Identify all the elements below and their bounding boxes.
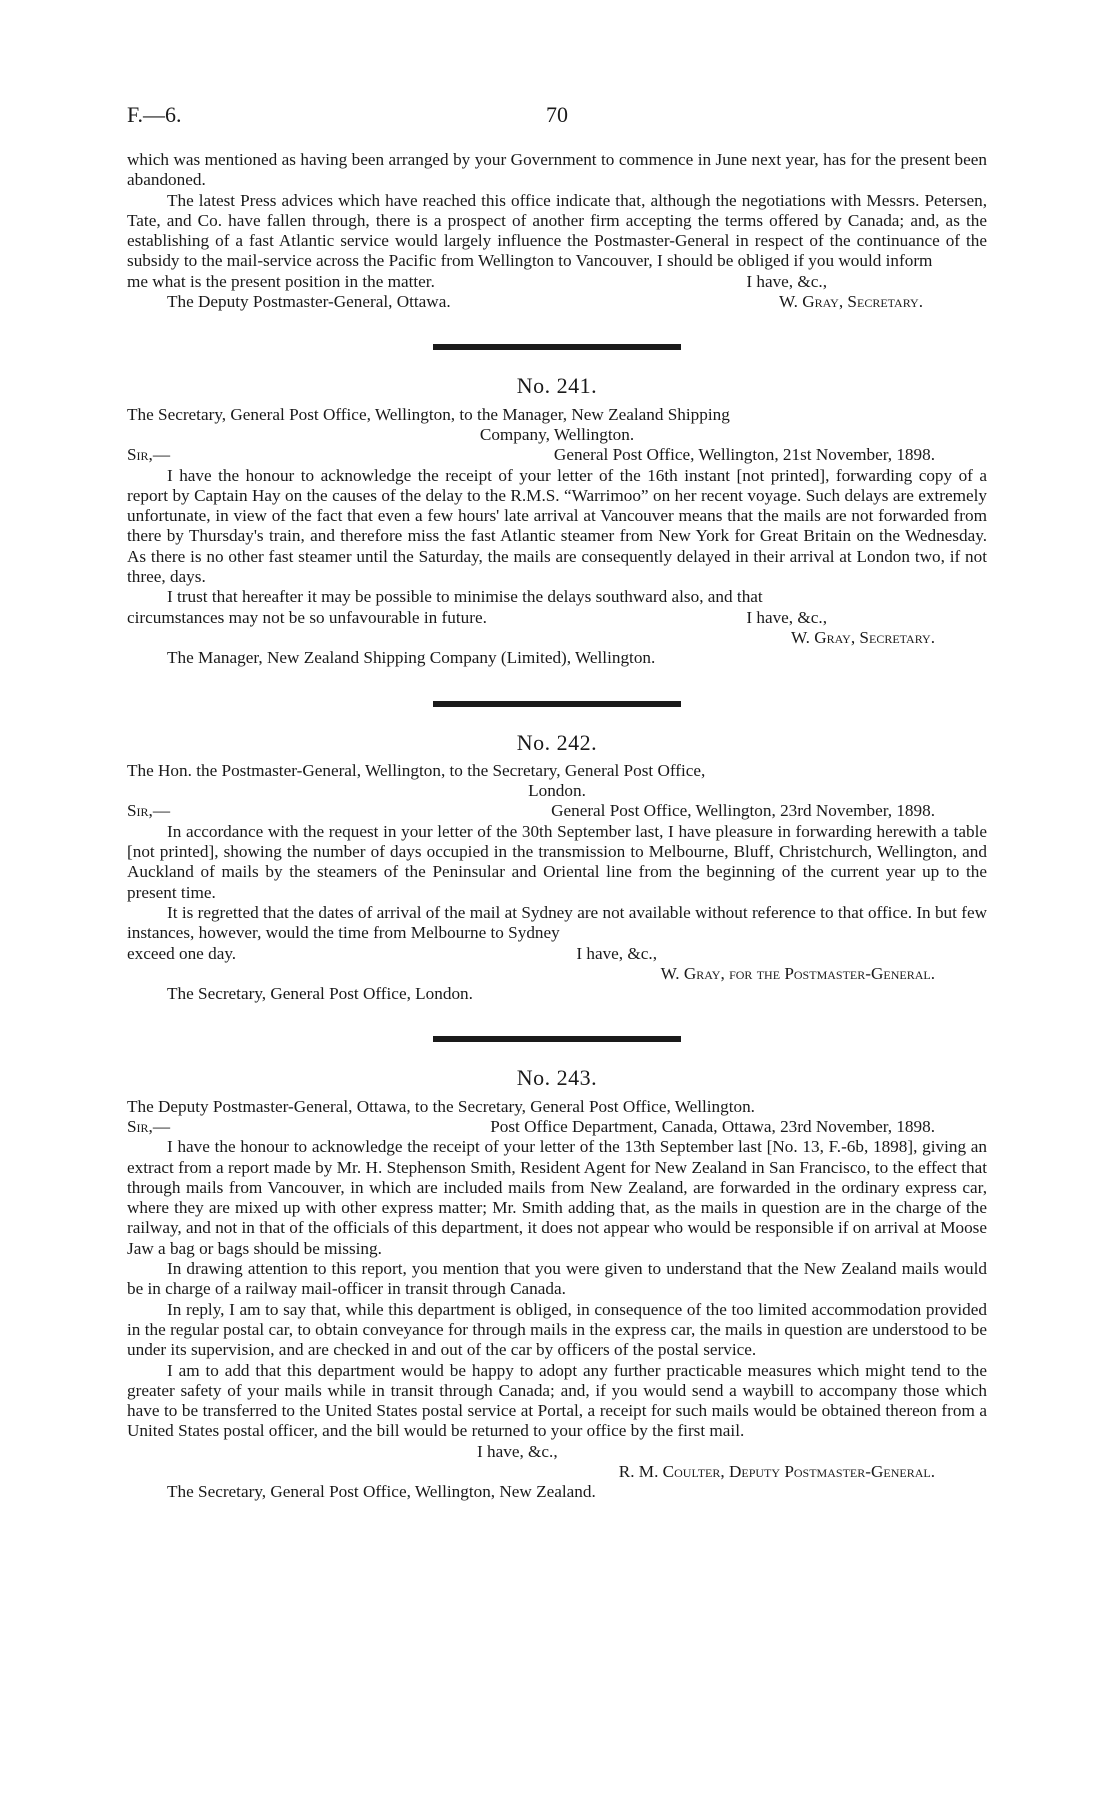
addressee: The Secretary, General Post Office, London. (167, 984, 473, 1004)
addressee: The Secretary, General Post Office, Wellington, New Zealand. (167, 1482, 596, 1502)
letter-heading: The Hon. the Postmaster-General, Wellington, to the Secretary, General Post Office, (127, 760, 706, 780)
salutation: Sir,— (127, 445, 171, 465)
paragraph-end: me what is the present position in the matter. (127, 271, 435, 291)
paragraph: I trust that hereafter it may be possible to minimise the delays southward also, and that (167, 587, 763, 607)
paragraph-end: circumstances may not be so unfavourable in future. (127, 607, 487, 627)
intro-section (127, 150, 987, 312)
paragraph: I have the honour to acknowledge the receipt of your letter of the 16th instant [not printed], forwarding copy of a report by Captain Hay on the causes of the delay to the R.M.S. “Warrimoo” on her recent voyage. Such delays are extremely unfortunate, in view of the fact that even a few hours' late arrival at Vancouver means that the mails are not forwarded from there by Thursday's train, and therefore miss the fast Atlantic steamer from New York for Great Britain on the Wednesday. As there is no other fast steamer until the Saturday, the mails are consequently delayed in their arrival at London two, if not three, days. (127, 465, 987, 587)
letter-heading-cont: London. (528, 781, 586, 801)
paragraph: It is regretted that the dates of arrival of the mail at Sydney are not available without reference to that office. In but few instances, however, would the time from Melbourne to Sydney (127, 902, 987, 943)
paragraph: I have the honour to acknowledge the receipt of your letter of the 13th September last [No. 13, F.-6b, 1898], giving an extract from a report made by Mr. H. Stephenson Smith, Resident Agent for New Zealand in San Francisco, to the effect that through mails from Vancouver, in which are included mails from New Zealand, are forwarded in the ordinary express car, where they are mixed up with other express matter; Mr. Smith adding that, as the mails in question are in the charge of the railway, and not in that of the officials of this department, it does not appear who would be responsible if on arrival at Moose Jaw a bag or bags should be missing. (127, 1137, 987, 1258)
letter-242 (127, 729, 987, 1005)
closing-line (127, 608, 987, 628)
signature: W. Gray, Secretary. (778, 292, 923, 312)
addressee: The Deputy Postmaster-General, Ottawa. (167, 292, 451, 312)
place-date: Post Office Department, Canada, Ottawa, 23rd November, 1898. (490, 1116, 935, 1136)
paragraph: In accordance with the request in your letter of the 30th September last, I have pleasure in forwarding herewith a table [not printed], showing the number of days occupied in the transmission to Melbourne, Bluff, Christchurch, Wellington, and Auckland of mails by the steamers of the Peninsular and Oriental line from the beginning of the current year up to the present time. (127, 821, 987, 902)
signature: W. Gray, Secretary. (790, 627, 935, 647)
paragraph: which was mentioned as having been arranged by your Government to commence in June next year, has for the present been abandoned. (127, 150, 987, 190)
place-date: General Post Office, Wellington, 21st November, 1898. (553, 445, 935, 465)
salutation-line (127, 1117, 987, 1137)
page-header (127, 102, 987, 132)
addressee: The Manager, New Zealand Shipping Company (Limited), Wellington. (167, 648, 656, 668)
salutation: Sir,— (127, 1116, 171, 1136)
closing-line (127, 272, 987, 292)
letter-number: No. 241. (516, 373, 598, 399)
page-number: 70 (546, 102, 568, 127)
letter-number: No. 242. (516, 729, 598, 755)
salutation-line (127, 445, 987, 465)
closing: I have, &c., (746, 607, 827, 627)
paragraph: In drawing attention to this report, you mention that you were given to understand that the New Zealand mails would be in charge of a railway mail-officer in transit through Canada. (127, 1259, 987, 1299)
letter-243 (127, 1065, 987, 1502)
paragraph: The latest Press advices which have reached this office indicate that, although the negotiations with Messrs. Petersen, Tate, and Co. have fallen through, there is a prospect of another firm accepting the terms offered by Canada; and, as the establishing of a fast Atlantic service would largely influence the Postmaster-General in respect of the continuance of the subsidy to the mail-service across the Pacific from Wellington to Vancouver, I should be obliged if you would inform (127, 190, 987, 271)
letter-number: No. 243. (516, 1065, 598, 1091)
paragraph: I am to add that this department would be happy to adopt any further practicable measures which might tend to the greater safety of your mails while in transit through Canada; and, if you would send a waybill to accompany those which have to be transferred to the United States postal service at Portal, a receipt for such mails would be obtained thereon from a United States postal officer, and the bill would be returned to your office by the first mail. (127, 1360, 987, 1441)
signature: R. M. Coulter, Deputy Postmaster-General. (618, 1462, 935, 1482)
salutation-line (127, 801, 987, 821)
closing: I have, &c., (477, 1441, 558, 1461)
paragraph: In reply, I am to say that, while this department is obliged, in consequence of the too limited accommodation provided in the regular postal car, to obtain conveyance for through mails in the express car, the mails in question are understood to be under its supervision, and are checked in and out of the car by officers of the postal service. (127, 1299, 987, 1360)
letter-heading: The Deputy Postmaster-General, Ottawa, to the Secretary, General Post Office, Wellington. (127, 1096, 755, 1116)
document-reference: F.—6. (127, 102, 182, 127)
page-content (127, 150, 987, 1503)
addressee-line (127, 292, 987, 312)
signature: W. Gray, for the Postmaster-General. (660, 963, 935, 983)
paragraph-end: exceed one day. (127, 943, 237, 963)
closing-line (127, 944, 987, 964)
letter-heading: The Secretary, General Post Office, Wellington, to the Manager, New Zealand Shipping (127, 404, 730, 424)
closing: I have, &c., (746, 271, 827, 291)
salutation: Sir,— (127, 801, 171, 821)
letter-241 (127, 373, 987, 668)
place-date: General Post Office, Wellington, 23rd November, 1898. (551, 801, 935, 821)
letter-heading-cont: Company, Wellington. (479, 424, 635, 444)
closing: I have, &c., (576, 943, 657, 963)
